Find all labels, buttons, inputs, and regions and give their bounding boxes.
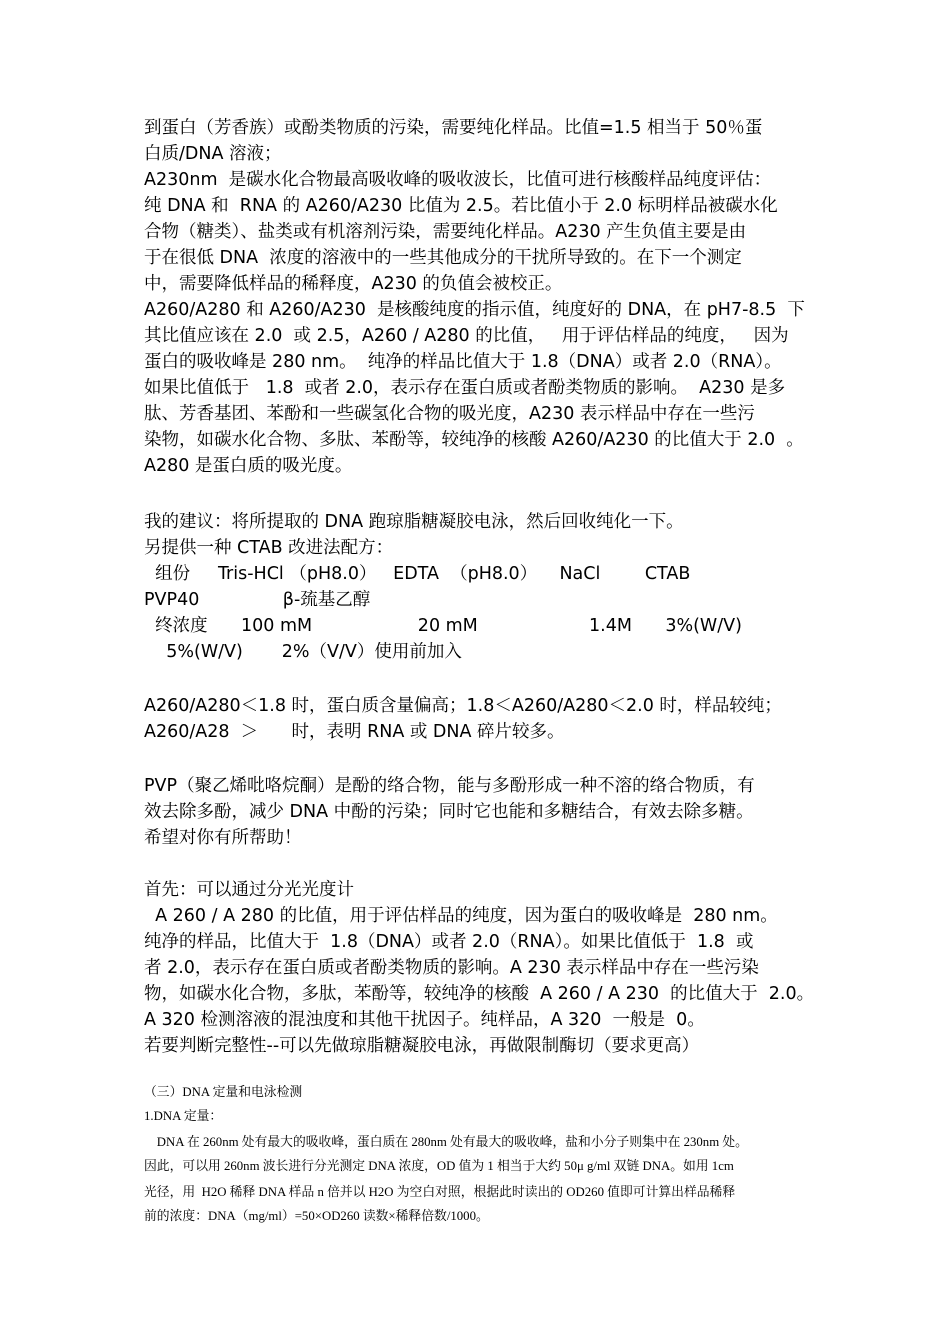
- text-line: 5%(W/V) 2%（V/V）使用前加入: [144, 642, 462, 662]
- text-line: 其比值应该在 2.0 或 2.5，A260 / A280 的比值， 用于评估样品的纯度， 因为: [144, 326, 789, 346]
- text-line: 于在很低 DNA 浓度的溶液中的一些其他成分的干扰所导致的。在下一个测定: [144, 248, 742, 268]
- text-line: 我的建议：将所提取的 DNA 跑琼脂糖凝胶电泳，然后回收纯化一下。: [144, 512, 684, 532]
- text-line: 白质/DNA 溶液；: [144, 144, 282, 164]
- text-line: 终浓度 100 mM 20 mM 1.4M 3%(W/V): [144, 616, 742, 636]
- text-line: PVP（聚乙烯吡咯烷酮）是酚的络合物，能与多酚形成一种不溶的络合物质，有: [144, 776, 755, 796]
- text-line: A280 是蛋白质的吸光度。: [144, 456, 353, 476]
- subsection-heading: 1.DNA 定量：: [144, 1109, 223, 1123]
- text-line: A 260 / A 280 的比值，用于评估样品的纯度，因为蛋白的吸收峰是 280 nm。: [144, 906, 778, 926]
- text-line: 组份 Tris-HCl （pH8.0） EDTA （pH8.0） NaCl CTAB: [144, 564, 691, 584]
- text-line: 纯净的样品，比值大于 1.8（DNA）或者 2.0（RNA）。如果比值低于 1.8 或: [144, 932, 754, 952]
- text-line: 光径，用 H2O 稀释 DNA 样品 n 倍并以 H2O 为空白对照，根据此时读出的 OD260 值即可计算出样品稀释: [144, 1185, 736, 1199]
- text-line: A 320 检测溶液的混浊度和其他干扰因子。纯样品，A 320 一般是 0。: [144, 1010, 705, 1030]
- text-line: DNA 在 260nm 处有最大的吸收峰，蛋白质在 280nm 处有最大的吸收峰，盐和小分子则集中在 230nm 处。: [144, 1135, 748, 1149]
- text-line: 纯 DNA 和 RNA 的 A260/A230 比值为 2.5。若比值小于 2.0 标明样品被碳水化: [144, 196, 778, 216]
- text-line: 因此，可以用 260nm 波长进行分光测定 DNA 浓度，OD 值为 1 相当于大约 50μ g/ml 双链 DNA。如用 1cm: [144, 1159, 734, 1173]
- text-line: A230nm 是碳水化合物最高吸收峰的吸收波长，比值可进行核酸样品纯度评估：: [144, 170, 772, 190]
- text-line: 物，如碳水化合物，多肽，苯酚等，较纯净的核酸 A 260 / A 230 的比值大于 2.0。: [144, 984, 815, 1004]
- text-line: 首先：可以通过分光光度计: [144, 880, 354, 900]
- text-line: 合物（糖类）、盐类或有机溶剂污染，需要纯化样品。A230 产生负值主要是由: [144, 222, 747, 242]
- text-line: 另提供一种 CTAB 改进法配方：: [144, 538, 394, 558]
- text-line: 中，需要降低样品的稀释度，A230 的负值会被校正。: [144, 274, 563, 294]
- text-line: 肽、芳香基团、苯酚和一些碳氢化合物的吸光度，A230 表示样品中存在一些污: [144, 404, 755, 424]
- text-line: 染物，如碳水化合物、多肽、苯酚等，较纯净的核酸 A260/A230 的比值大于 2.0 。: [144, 430, 804, 450]
- text-line: PVP40 β-巯基乙醇: [144, 590, 371, 610]
- text-line: 蛋白的吸收峰是 280 nm。 纯净的样品比值大于 1.8（DNA）或者 2.0（RNA）。: [144, 352, 782, 372]
- text-line: 前的浓度：DNA（mg/ml）=50×OD260 读数×稀释倍数/1000。: [144, 1209, 489, 1223]
- text-line: 效去除多酚，减少 DNA 中酚的污染；同时它也能和多糖结合，有效去除多糖。: [144, 802, 754, 822]
- text-line: 如果比值低于 1.8 或者 2.0，表示存在蛋白质或者酚类物质的影响。 A230 是多: [144, 378, 786, 398]
- text-line: A260/A280 和 A260/A230 是核酸纯度的指示值，纯度好的 DNA，在 pH7-8.5 下: [144, 300, 805, 320]
- text-line: 者 2.0，表示存在蛋白质或者酚类物质的影响。A 230 表示样品中存在一些污染: [144, 958, 759, 978]
- text-line: 希望对你有所帮助！: [144, 828, 302, 848]
- text-line: 到蛋白（芳香族）或酚类物质的污染，需要纯化样品。比值=1.5 相当于 50％蛋: [144, 118, 763, 138]
- text-line: A260/A280＜1.8 时，蛋白质含量偏高；1.8＜A260/A280＜2.0 时，样品较纯；: [144, 696, 782, 716]
- text-line: A260/A28 ＞ 时，表明 RNA 或 DNA 碎片较多。: [144, 722, 565, 742]
- section-heading: （三）DNA 定量和电泳检测: [144, 1085, 303, 1099]
- text-line: 若要判断完整性--可以先做琼脂糖凝胶电泳，再做限制酶切（要求更高）: [144, 1036, 700, 1056]
